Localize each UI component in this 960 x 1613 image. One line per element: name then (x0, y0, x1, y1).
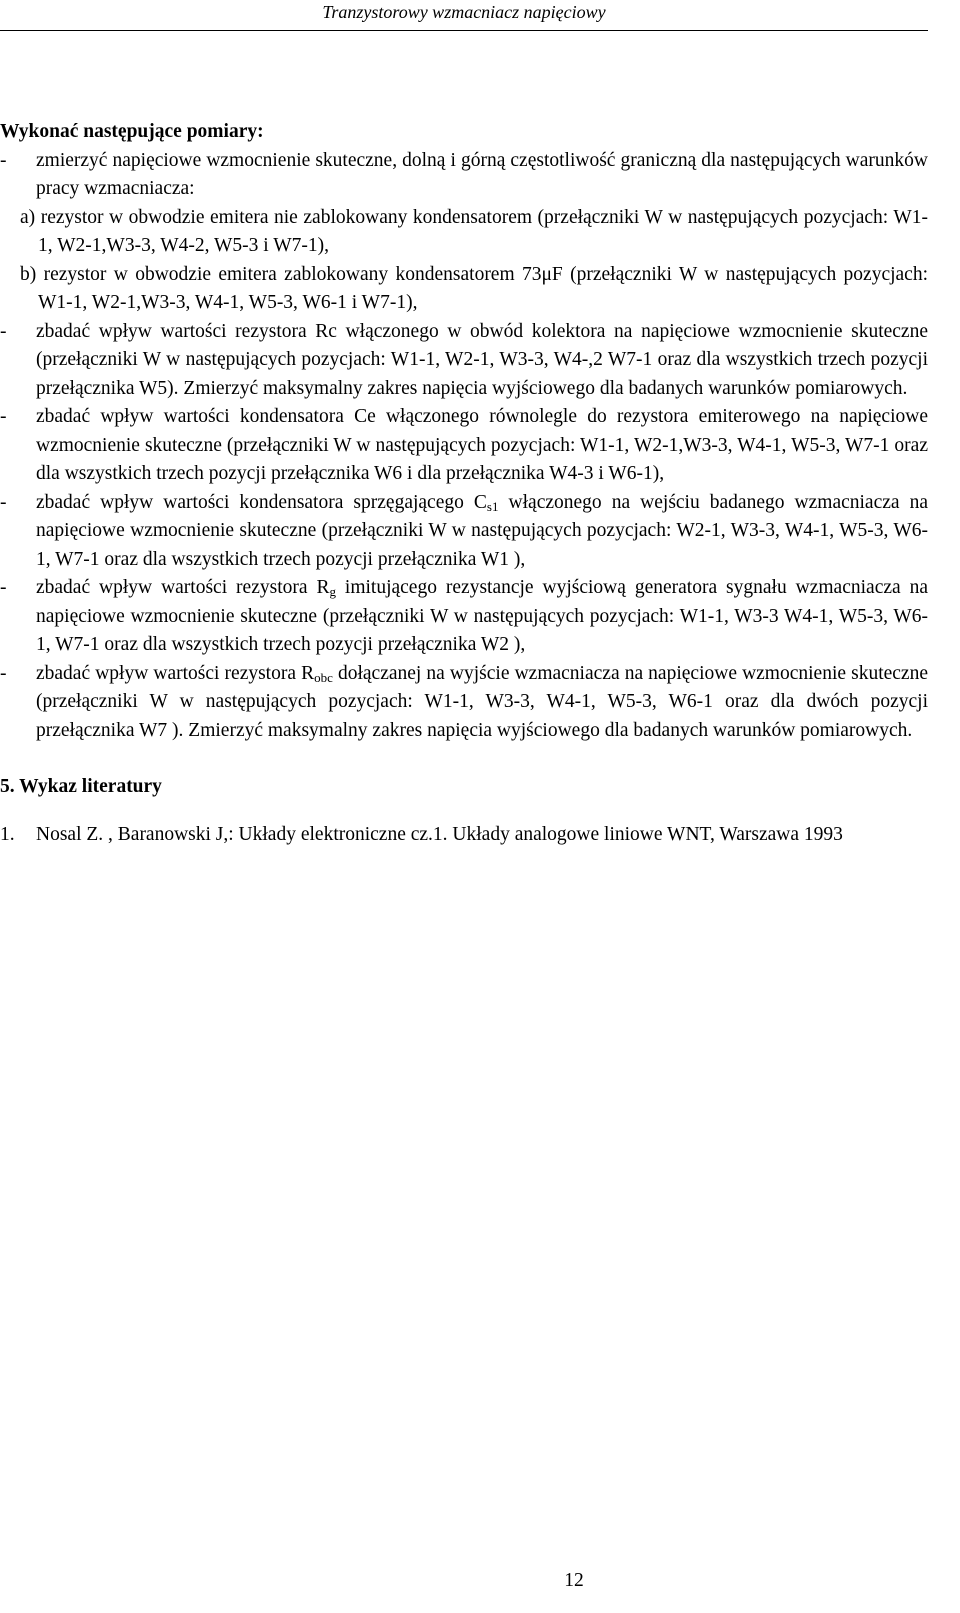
text-part: imitującego rezystancje wyjściową generatora sygnału wzmacniacza na napięciowe wzmocnienie skuteczne (przełączniki W w następujących pozycjach: W1-1, W3-3 W4-1, W5-3, W6-1, W7-1 oraz dla wszystkich trzech pozycji przełącznika W2 ), (36, 577, 928, 655)
list-dash: - (0, 406, 7, 427)
list-item (0, 489, 928, 575)
sub-item-text: rezystor w obwodzie emitera nie zablokowany kondensatorem (przełączniki W w następujących pozycjach: W1-1, W2-1,W3-3, W4-2, W5-3 i W7-1), (38, 206, 929, 256)
list-item (0, 574, 928, 660)
text-part: zbadać wpływ wartości rezystora R (36, 662, 315, 684)
reference-number: 1. (0, 824, 15, 845)
running-header (0, 0, 928, 31)
reference-item (0, 821, 928, 850)
document-body (0, 118, 928, 850)
measurements-heading: Wykonać następujące pomiary: (0, 121, 264, 142)
list-dash: - (0, 149, 7, 171)
text-part: zbadać wpływ wartości kondensatora sprzęgającego C (36, 491, 487, 513)
list-item-text (36, 489, 928, 575)
list-item-text (36, 660, 928, 746)
text-part: dołączanej na wyjście wzmacniacza na napięciowe wzmocnienie skuteczne (przełączniki W w następujących pozycjach: W1-1, W3-3, W4-1, W5-3, W6-1 oraz dla dwóch pozycji przełącznika W7 ). Zmierzyć maksymalny zakres napięcia wyjściowego dla badanych warunków pomiarowych. (36, 662, 928, 741)
text-part: zbadać wpływ wartości rezystora R (36, 577, 330, 598)
sub-item-text: rezystor w obwodzie emitera zablokowany kondensatorem 73μF (przełączniki W w następujących pozycjach: W1-1, W2-1,W3-3, W4-1, W5-3, W6-1 i W7-1), (38, 263, 928, 313)
subscript: g (329, 584, 336, 599)
list-item (0, 147, 928, 204)
sub-item-mark: b) (20, 263, 37, 285)
list-dash: - (0, 577, 7, 598)
list-dash: - (0, 662, 7, 684)
list-item (0, 403, 928, 489)
list-item-text: zbadać wpływ wartości kondensatora Ce włączonego równolegle do rezystora emiterowego na napięciowe wzmocnienie skuteczne (przełączniki W w następujących pozycjach: W1-1, W2-1,W3-3, W4-1, W5-3, W7-1 oraz dla wszystkich trzech pozycji przełącznika W6 i dla przełącznika W4-3 i W6-1), (36, 406, 928, 484)
page-number: 12 (564, 1570, 584, 1591)
references-title: 5. Wykaz literatury (0, 776, 162, 797)
sub-item-mark: a) (20, 206, 36, 228)
subscript: obc (314, 669, 333, 685)
list-item-text (36, 574, 928, 660)
subscript: s1 (486, 498, 499, 514)
list-item (0, 660, 928, 746)
reference-text: Nosal Z. , Baranowski J,: Układy elektroniczne cz.1. Układy analogowe liniowe WNT, Warszawa 1993 (36, 824, 843, 845)
sub-item-b (0, 261, 928, 318)
sub-item-a (0, 204, 928, 261)
list-item (0, 318, 928, 404)
list-dash: - (0, 320, 7, 342)
text-part: włączonego na wejściu badanego wzmacniacza na napięciowe wzmocnienie skuteczne (przełączniki W w następujących pozycjach: W2-1, W3-3, W4-1, W5-3, W6-1, W7-1 oraz dla wszystkich trzech pozycji przełącznika W1 ), (36, 491, 928, 570)
list-dash: - (0, 491, 7, 513)
list-item-text: zmierzyć napięciowe wzmocnienie skuteczne, dolną i górną częstotliwość graniczną dla następujących warunków pracy wzmacniacza: (36, 149, 928, 199)
header-title: Tranzystorowy wzmacniacz napięciowy (322, 2, 606, 22)
list-item-text: zbadać wpływ wartości rezystora Rc włączonego w obwód kolektora na napięciowe wzmocnienie skuteczne (przełączniki W w następujących pozycjach: W1-1, W2-1, W3-3, W4-,2 W7-1 oraz dla wszystkich trzech pozycji przełącznika W5). Zmierzyć maksymalny zakres napięcia wyjściowego dla badanych warunków pomiarowych. (36, 320, 928, 399)
